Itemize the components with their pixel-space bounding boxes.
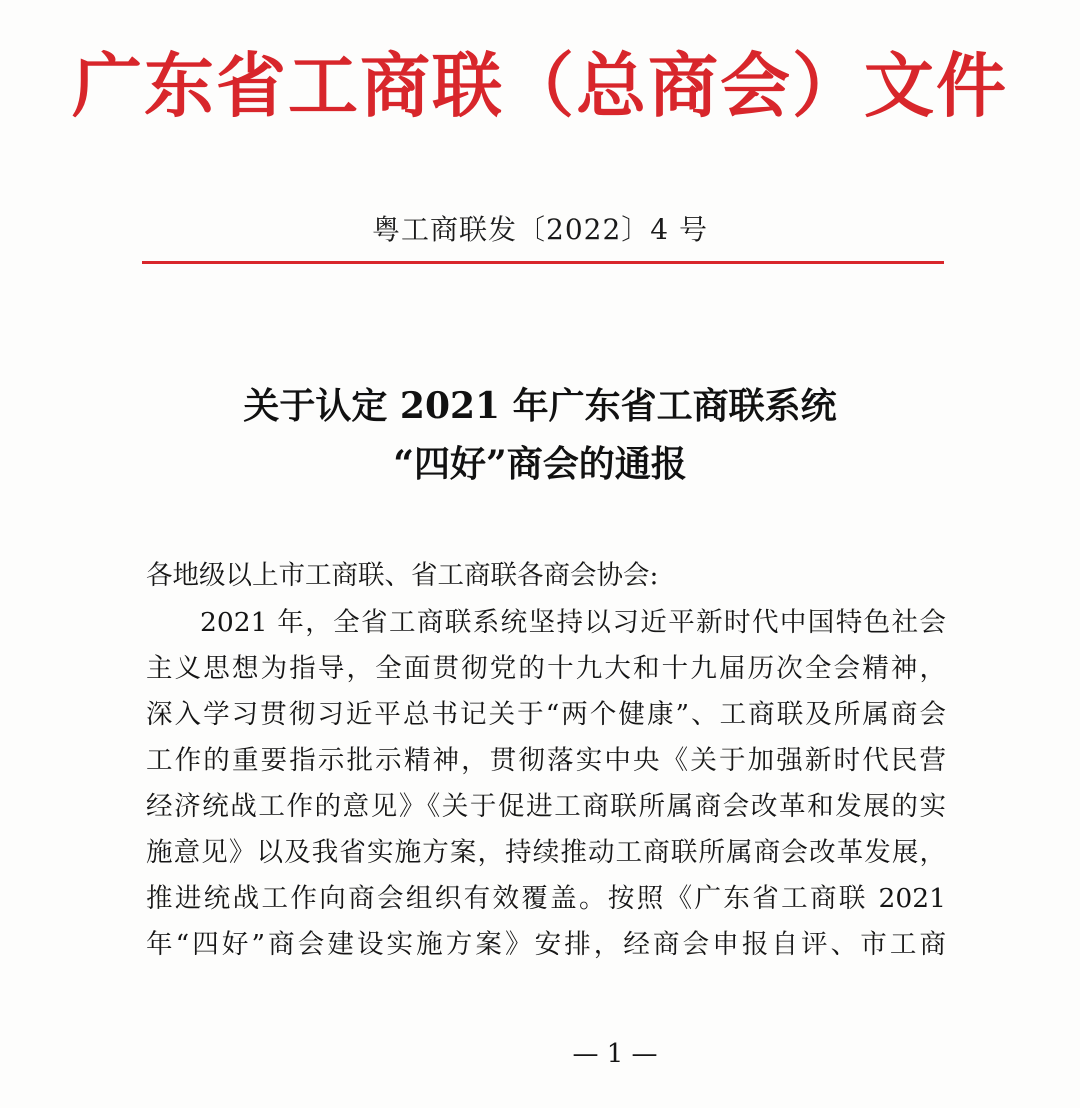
paragraph-line: 年“四好”商会建设实施方案》安排，经商会申报自评、市工商	[146, 929, 946, 960]
document-masthead: 广东省工商联（总商会）文件	[72, 44, 1008, 127]
paragraph-line: 工作的重要指示批示精神，贯彻落实中央《关于加强新时代民营	[146, 745, 946, 776]
page-number: — 1 —	[572, 1039, 658, 1069]
paragraph-line: 施意见》以及我省实施方案，持续推动工商联所属商会改革发展，	[146, 837, 946, 868]
salutation: 各地级以上市工商联、省工商联各商会协会:	[146, 560, 659, 591]
document-number: 粤工商联发〔2022〕4 号	[372, 213, 708, 246]
paragraph-line: 推进统战工作向商会组织有效覆盖。按照《广东省工商联 2021	[146, 883, 946, 914]
paragraph-line: 经济统战工作的意见》《关于促进工商联所属商会改革和发展的实	[146, 791, 946, 822]
paragraph-line: 深入学习贯彻习近平总书记关于“两个健康”、工商联及所属商会	[146, 699, 946, 730]
paragraph-line: 主义思想为指导，全面贯彻党的十九大和十九届历次全会精神，	[146, 653, 946, 684]
paragraph-line: 2021 年，全省工商联系统坚持以习近平新时代中国特色社会	[200, 607, 946, 638]
document-title-line-1: 关于认定 2021 年广东省工商联系统	[243, 385, 837, 427]
document-title-line-2: “四好”商会的通报	[393, 443, 687, 485]
red-divider-line	[142, 261, 944, 264]
